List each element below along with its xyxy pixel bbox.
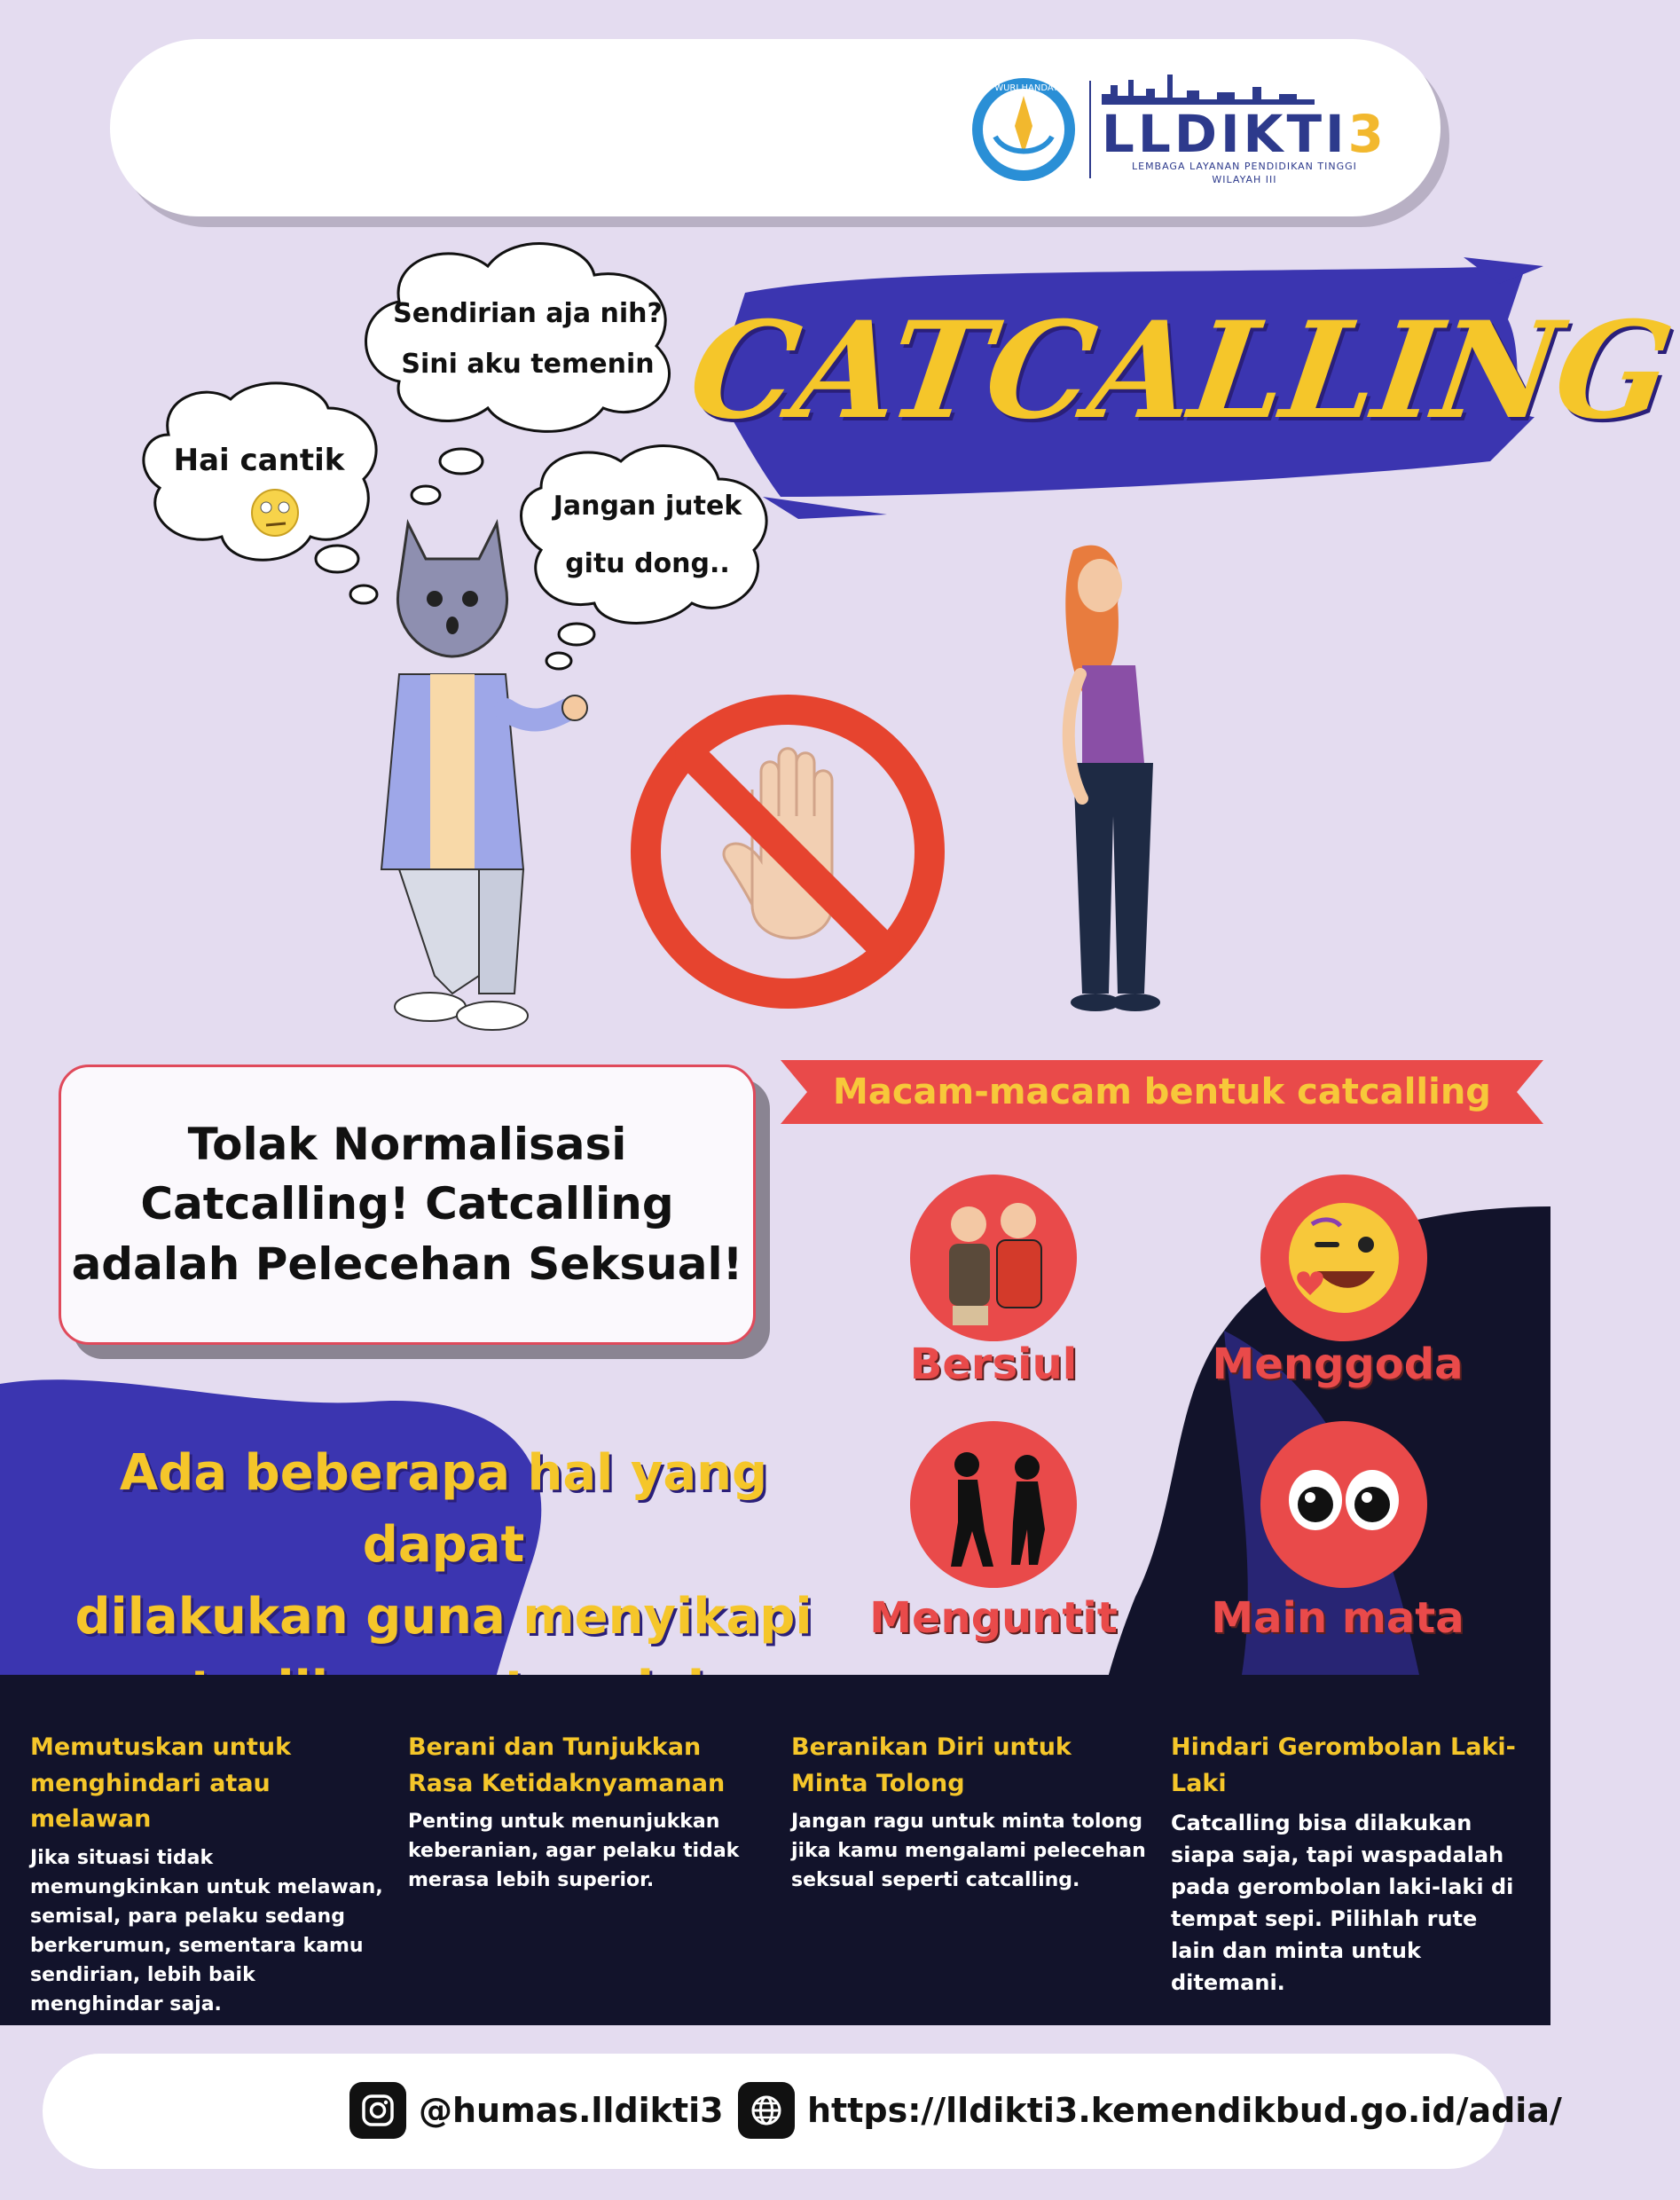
logo-divider	[1089, 81, 1091, 178]
bubble-2-line-1: Hai cantik	[173, 443, 345, 478]
tip-3-title: Beranikan Diri untuk Minta Tolong	[791, 1733, 1072, 1797]
tip-4	[1171, 1730, 1526, 1999]
tip-4-title: Hindari Gerombolan Laki-Laki	[1171, 1733, 1516, 1797]
footer-bar	[43, 2054, 1562, 2169]
stalking-people-icon	[905, 1416, 1082, 1593]
tips-heading-line-2: dilakukan guna menyikapi	[75, 1588, 813, 1646]
shirt-shape	[430, 674, 475, 869]
bubble-1-line-2: Sini aku temenin	[401, 349, 655, 380]
woman-illustration	[1011, 532, 1189, 1029]
bubble-dot	[440, 449, 483, 474]
main-title: CATCALLING	[680, 293, 1680, 449]
cat-head-icon	[397, 523, 506, 656]
tip-2	[408, 1730, 763, 1895]
svg-text:TUT WURI HANDAYANI: TUT WURI HANDAYANI	[974, 83, 1073, 94]
tip-4-body: Catcalling bisa dilakukan siapa saja, tapi waspadalah pada gerombolan laki-laki di tempat sepi. Pilihlah rute lain dan minta untuk ditemani.	[1171, 1811, 1514, 1995]
logo-subtitle-1: LEMBAGA LAYANAN PENDIDIKAN TINGGI	[1131, 161, 1357, 172]
tut-wuri-handayani-seal-icon	[969, 75, 1079, 185]
tip-1-body: Jika situasi tidak memungkinkan untuk melawan, semisal, para pelaku sedang berkerumun, sementara kamu sendirian, lebih baik menghindar saja.	[30, 1846, 383, 2015]
tip-2-body: Penting untuk menunjukkan keberanian, agar pelaku tidak merasa lebih superior.	[408, 1811, 740, 1891]
logo-brand-number: 3	[1347, 104, 1387, 164]
header-bar	[110, 39, 1441, 216]
form-label-menguntit: Menguntit	[869, 1593, 1118, 1643]
form-label-bersiul: Bersiul	[909, 1340, 1078, 1389]
logo-brand-text: LLDIKTI	[1101, 104, 1348, 164]
website-link[interactable]	[738, 2082, 1562, 2139]
notice-line-2: Catcalling! Catcalling	[140, 1178, 674, 1230]
shoe-shape	[457, 1002, 528, 1030]
cat-head-man-illustration	[346, 497, 612, 1029]
tip-1	[30, 1730, 385, 2019]
notice-box	[59, 1065, 756, 1345]
stop-hand-icon	[619, 683, 956, 1020]
instagram-handle[interactable]: @humas.lldikti3	[419, 2091, 724, 2130]
winking-face-icon	[1255, 1169, 1433, 1347]
arm-shape	[1069, 674, 1082, 798]
bubble-3-line-1: Jangan jutek	[553, 491, 742, 522]
website-url[interactable]: https://lldikti3.kemendikbud.go.id/adia/	[807, 2091, 1562, 2130]
form-label-menggoda: Menggoda	[1212, 1340, 1464, 1389]
city-skyline-icon	[1102, 73, 1315, 105]
face-shape	[1078, 559, 1122, 612]
shoe-shape	[395, 993, 466, 1021]
tip-3-body: Jangan ragu untuk minta tolong jika kamu mengalami pelecehan seksual seperti catcalling.	[791, 1811, 1146, 1891]
notice-line-3: adalah Pelecehan Seksual!	[71, 1238, 743, 1290]
globe-icon	[738, 2082, 795, 2139]
bubble-1-line-1: Sendirian aja nih?	[393, 298, 663, 329]
form-label-main-mata: Main mata	[1211, 1593, 1464, 1643]
tip-3	[791, 1730, 1146, 1895]
top-shape	[1082, 665, 1144, 763]
instagram-icon	[349, 2082, 406, 2139]
tip-1-title: Memutuskan untuk menghindari atau melawan	[30, 1733, 292, 1833]
forms-heading: Macam-macam bentuk catcalling	[833, 1072, 1491, 1112]
tip-2-title: Berani dan Tunjukkan Rasa Ketidaknyamanan	[408, 1733, 726, 1797]
instagram-link[interactable]	[349, 2082, 724, 2139]
rolling-eyes-emoji-icon	[252, 490, 298, 536]
notice-line-1: Tolak Normalisasi	[187, 1118, 627, 1170]
logo-text	[1102, 73, 1387, 187]
hand-shape	[562, 695, 587, 720]
eyes-icon	[1255, 1416, 1433, 1593]
logo-subtitle-2: WILAYAH III	[1212, 174, 1277, 186]
lldikti-logo	[969, 73, 1387, 187]
whistle-people-icon	[905, 1169, 1082, 1347]
trousers-shape	[399, 869, 479, 994]
tips-heading-line-1: Ada beberapa hal yang dapat	[119, 1444, 768, 1575]
bubble-3-line-2: gitu dong..	[565, 548, 730, 579]
bubble-1-shape	[366, 244, 670, 432]
